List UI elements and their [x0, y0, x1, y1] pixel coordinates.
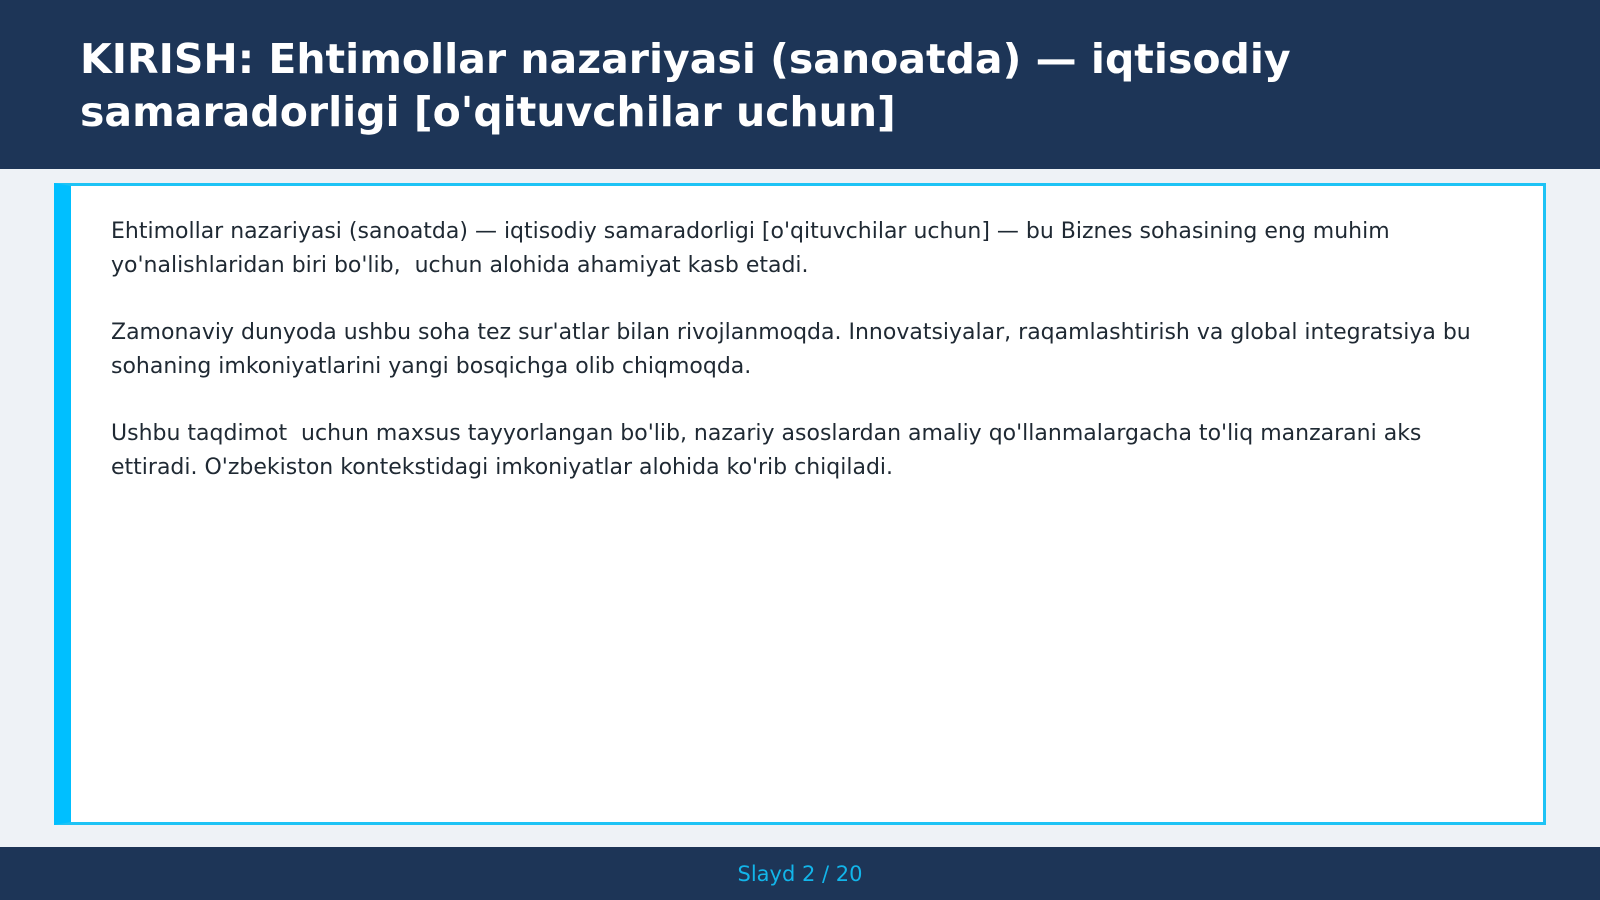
paragraph-intro: Ehtimollar nazariyasi (sanoatda) — iqtisodiy samaradorligi [o'qituvchilar uchun] — bu Biznes sohasining eng muhim yo'nalishlaridan biri bo'lib, uchun alohida ahamiyat kasb etadi.	[111, 219, 1397, 278]
paragraph-modern-world: Zamonaviy dunyoda ushbu soha tez sur'atlar bilan rivojlanmoqda. Innovatsiyalar, raqamlashtirish va global integratsiya bu sohaning imkoniyatlarini yangi bosqichga olib chiqmoqda.	[111, 320, 1478, 379]
content-text	[111, 215, 1501, 518]
paragraph-presentation-purpose: Ushbu taqdimot uchun maxsus tayyorlangan bo'lib, nazariy asoslardan amaliy qo'llanmalargacha to'liq manzarani aks ettiradi. O'zbekiston kontekstidagi imkoniyatlar alohida ko'rib chiqiladi.	[111, 421, 1429, 480]
slide-title: KIRISH: Ehtimollar nazariyasi (sanoatda) — iqtisodiy samaradorligi [o'qituvchilar uchun]	[80, 35, 1291, 136]
slide-counter: Slayd 2 / 20	[737, 861, 863, 886]
slide-header	[0, 0, 1600, 169]
content-card	[54, 183, 1546, 825]
slide-footer	[0, 847, 1600, 900]
